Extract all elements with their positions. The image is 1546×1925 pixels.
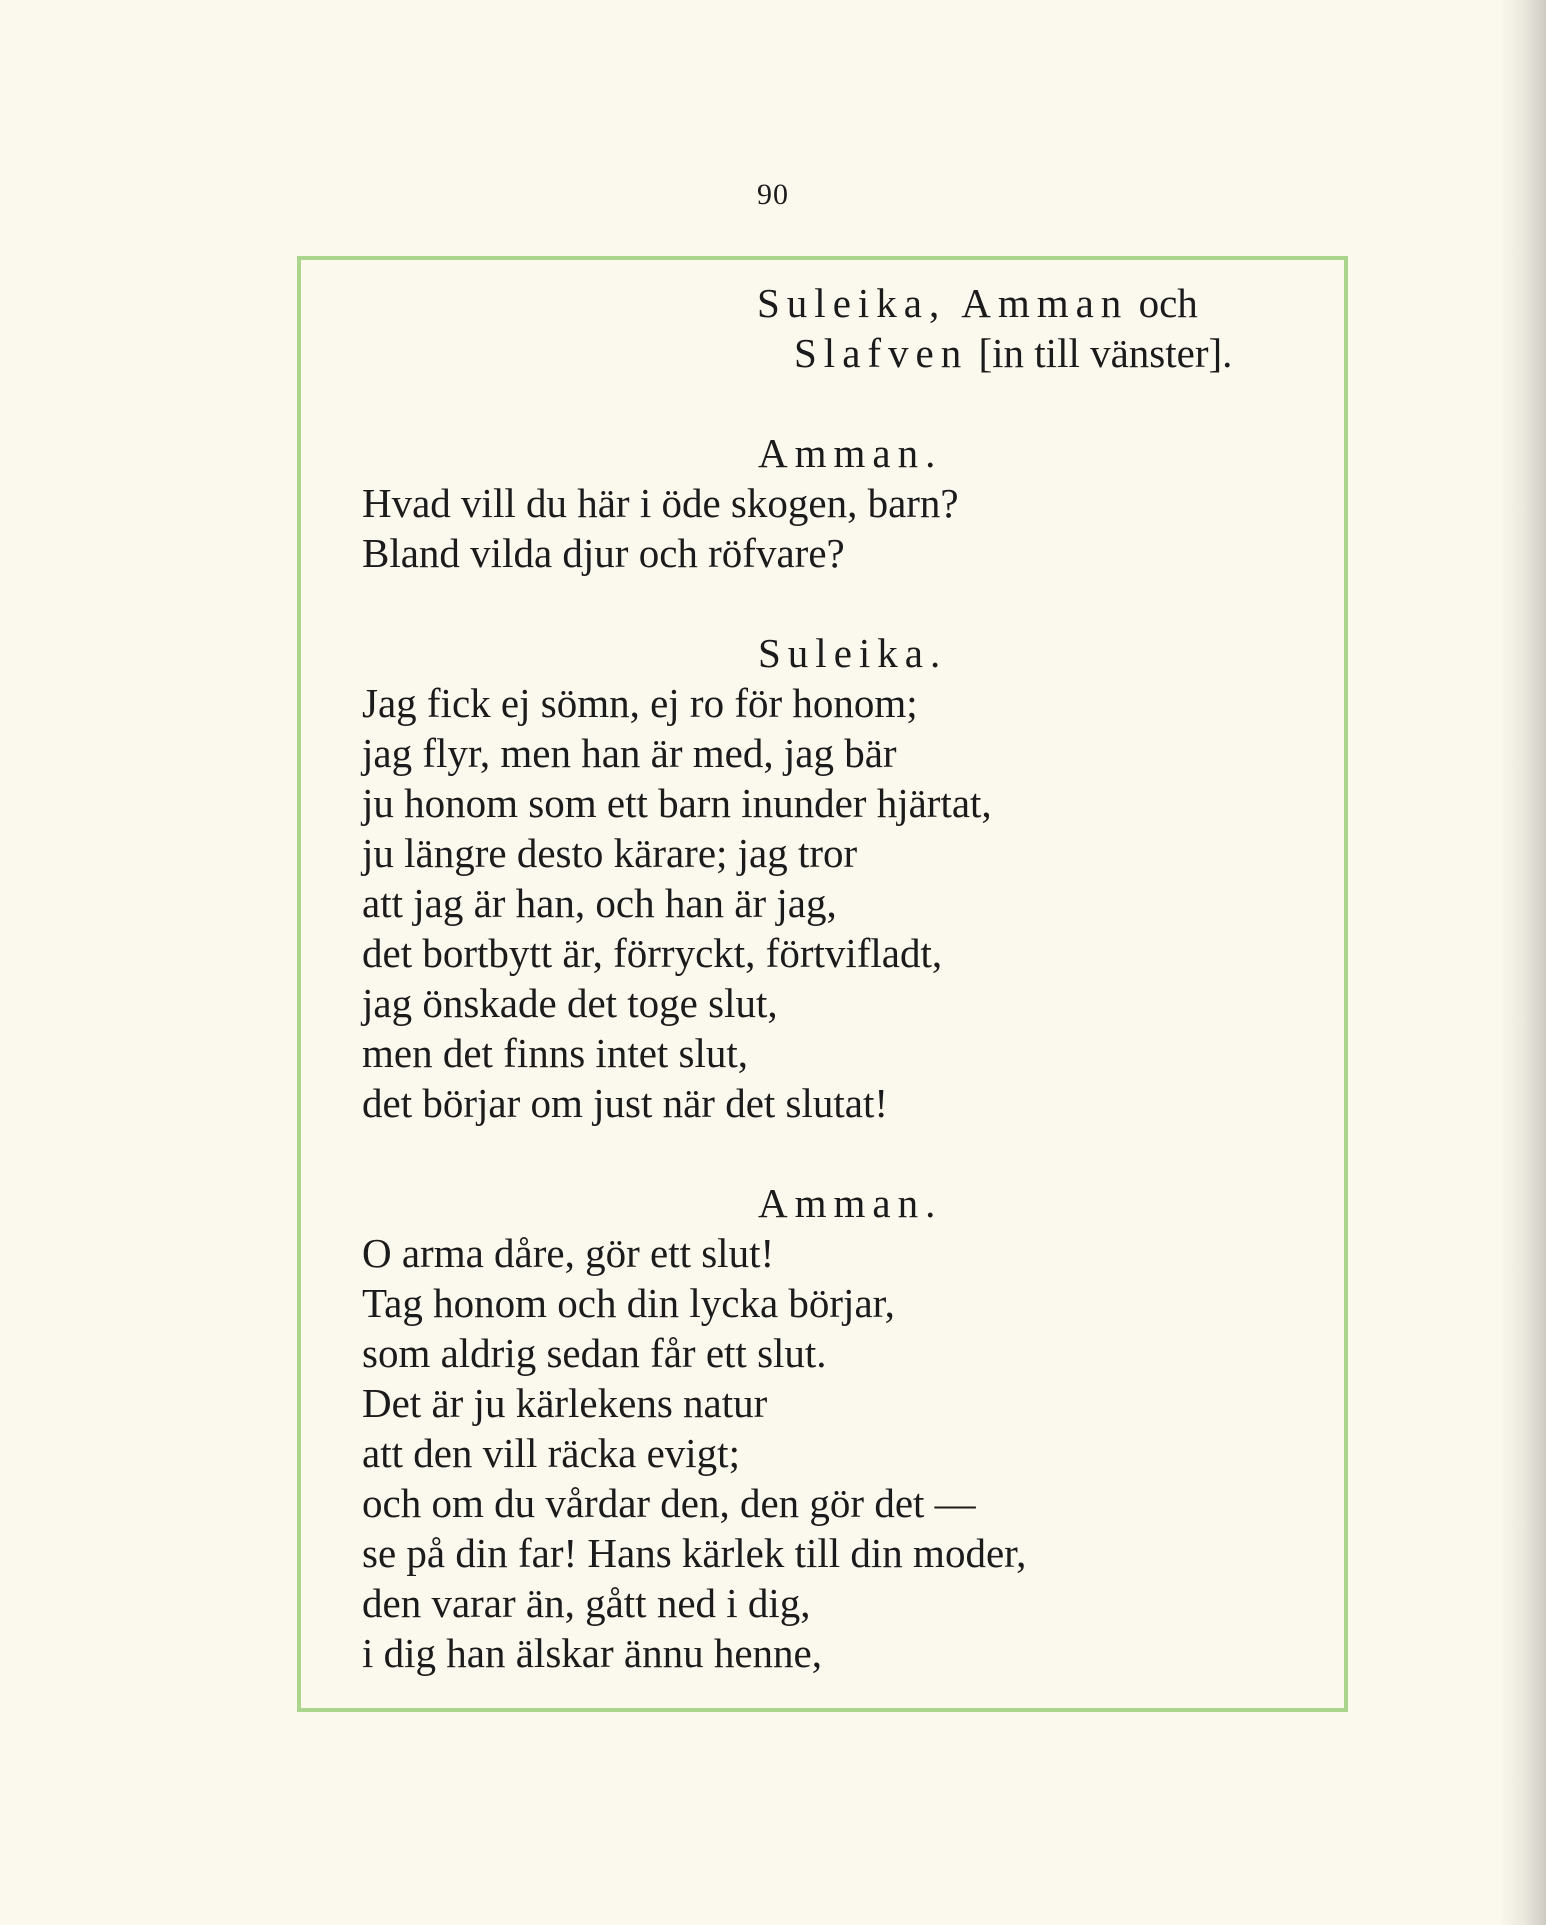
verse-line: Det är ju kärlekens natur [362, 1380, 768, 1426]
verse-line: det bortbytt är, förryckt, förtvifladt, [362, 930, 943, 976]
verse-line: att jag är han, och han är jag, [362, 880, 837, 926]
verse-line: O arma dåre, gör ett slut! [362, 1230, 775, 1276]
speaker-name: Amman. [758, 1180, 943, 1226]
verse-line: att den vill räcka evigt; [362, 1430, 740, 1476]
verse-line: men det finns intet slut, [362, 1030, 749, 1076]
speaker-name: Suleika. [758, 630, 948, 676]
heading-line-2 [794, 328, 1232, 378]
verse-line: ju längre desto kärare; jag tror [362, 830, 858, 876]
verse-line: se på din far! Hans kärlek till din moder, [362, 1530, 1027, 1576]
verse-line: och om du vårdar den, den gör det — [362, 1480, 976, 1526]
heading-names: Suleika, Amman [757, 280, 1129, 326]
verse-line: Tag honom och din lycka börjar, [362, 1280, 895, 1326]
heading-stage-direction: [in till vänster]. [978, 330, 1233, 376]
heading-conjunction: och [1138, 280, 1198, 326]
verse-line: jag flyr, men han är med, jag bär [362, 730, 897, 776]
verse-line: i dig han älskar ännu henne, [362, 1630, 822, 1676]
verse-line: Jag fick ej sömn, ej ro för honom; [362, 680, 918, 726]
verse-line: det börjar om just när det slutat! [362, 1080, 889, 1126]
verse-line: ju honom som ett barn inunder hjärtat, [362, 780, 992, 826]
speaker-name: Amman. [758, 430, 943, 476]
verse-line: den varar än, gått ned i dig, [362, 1580, 811, 1626]
page-number: 90 [757, 178, 789, 211]
heading-slave-name: Slafven [794, 330, 969, 376]
verse-line: jag önskade det toge slut, [362, 980, 778, 1026]
verse-line: som aldrig sedan får ett slut. [362, 1330, 827, 1376]
heading-line-1 [757, 278, 1198, 328]
verse-line: Bland vilda djur och röfvare? [362, 530, 845, 576]
page-edge-shadow [1500, 0, 1546, 1925]
verse-line: Hvad vill du här i öde skogen, barn? [362, 480, 959, 526]
